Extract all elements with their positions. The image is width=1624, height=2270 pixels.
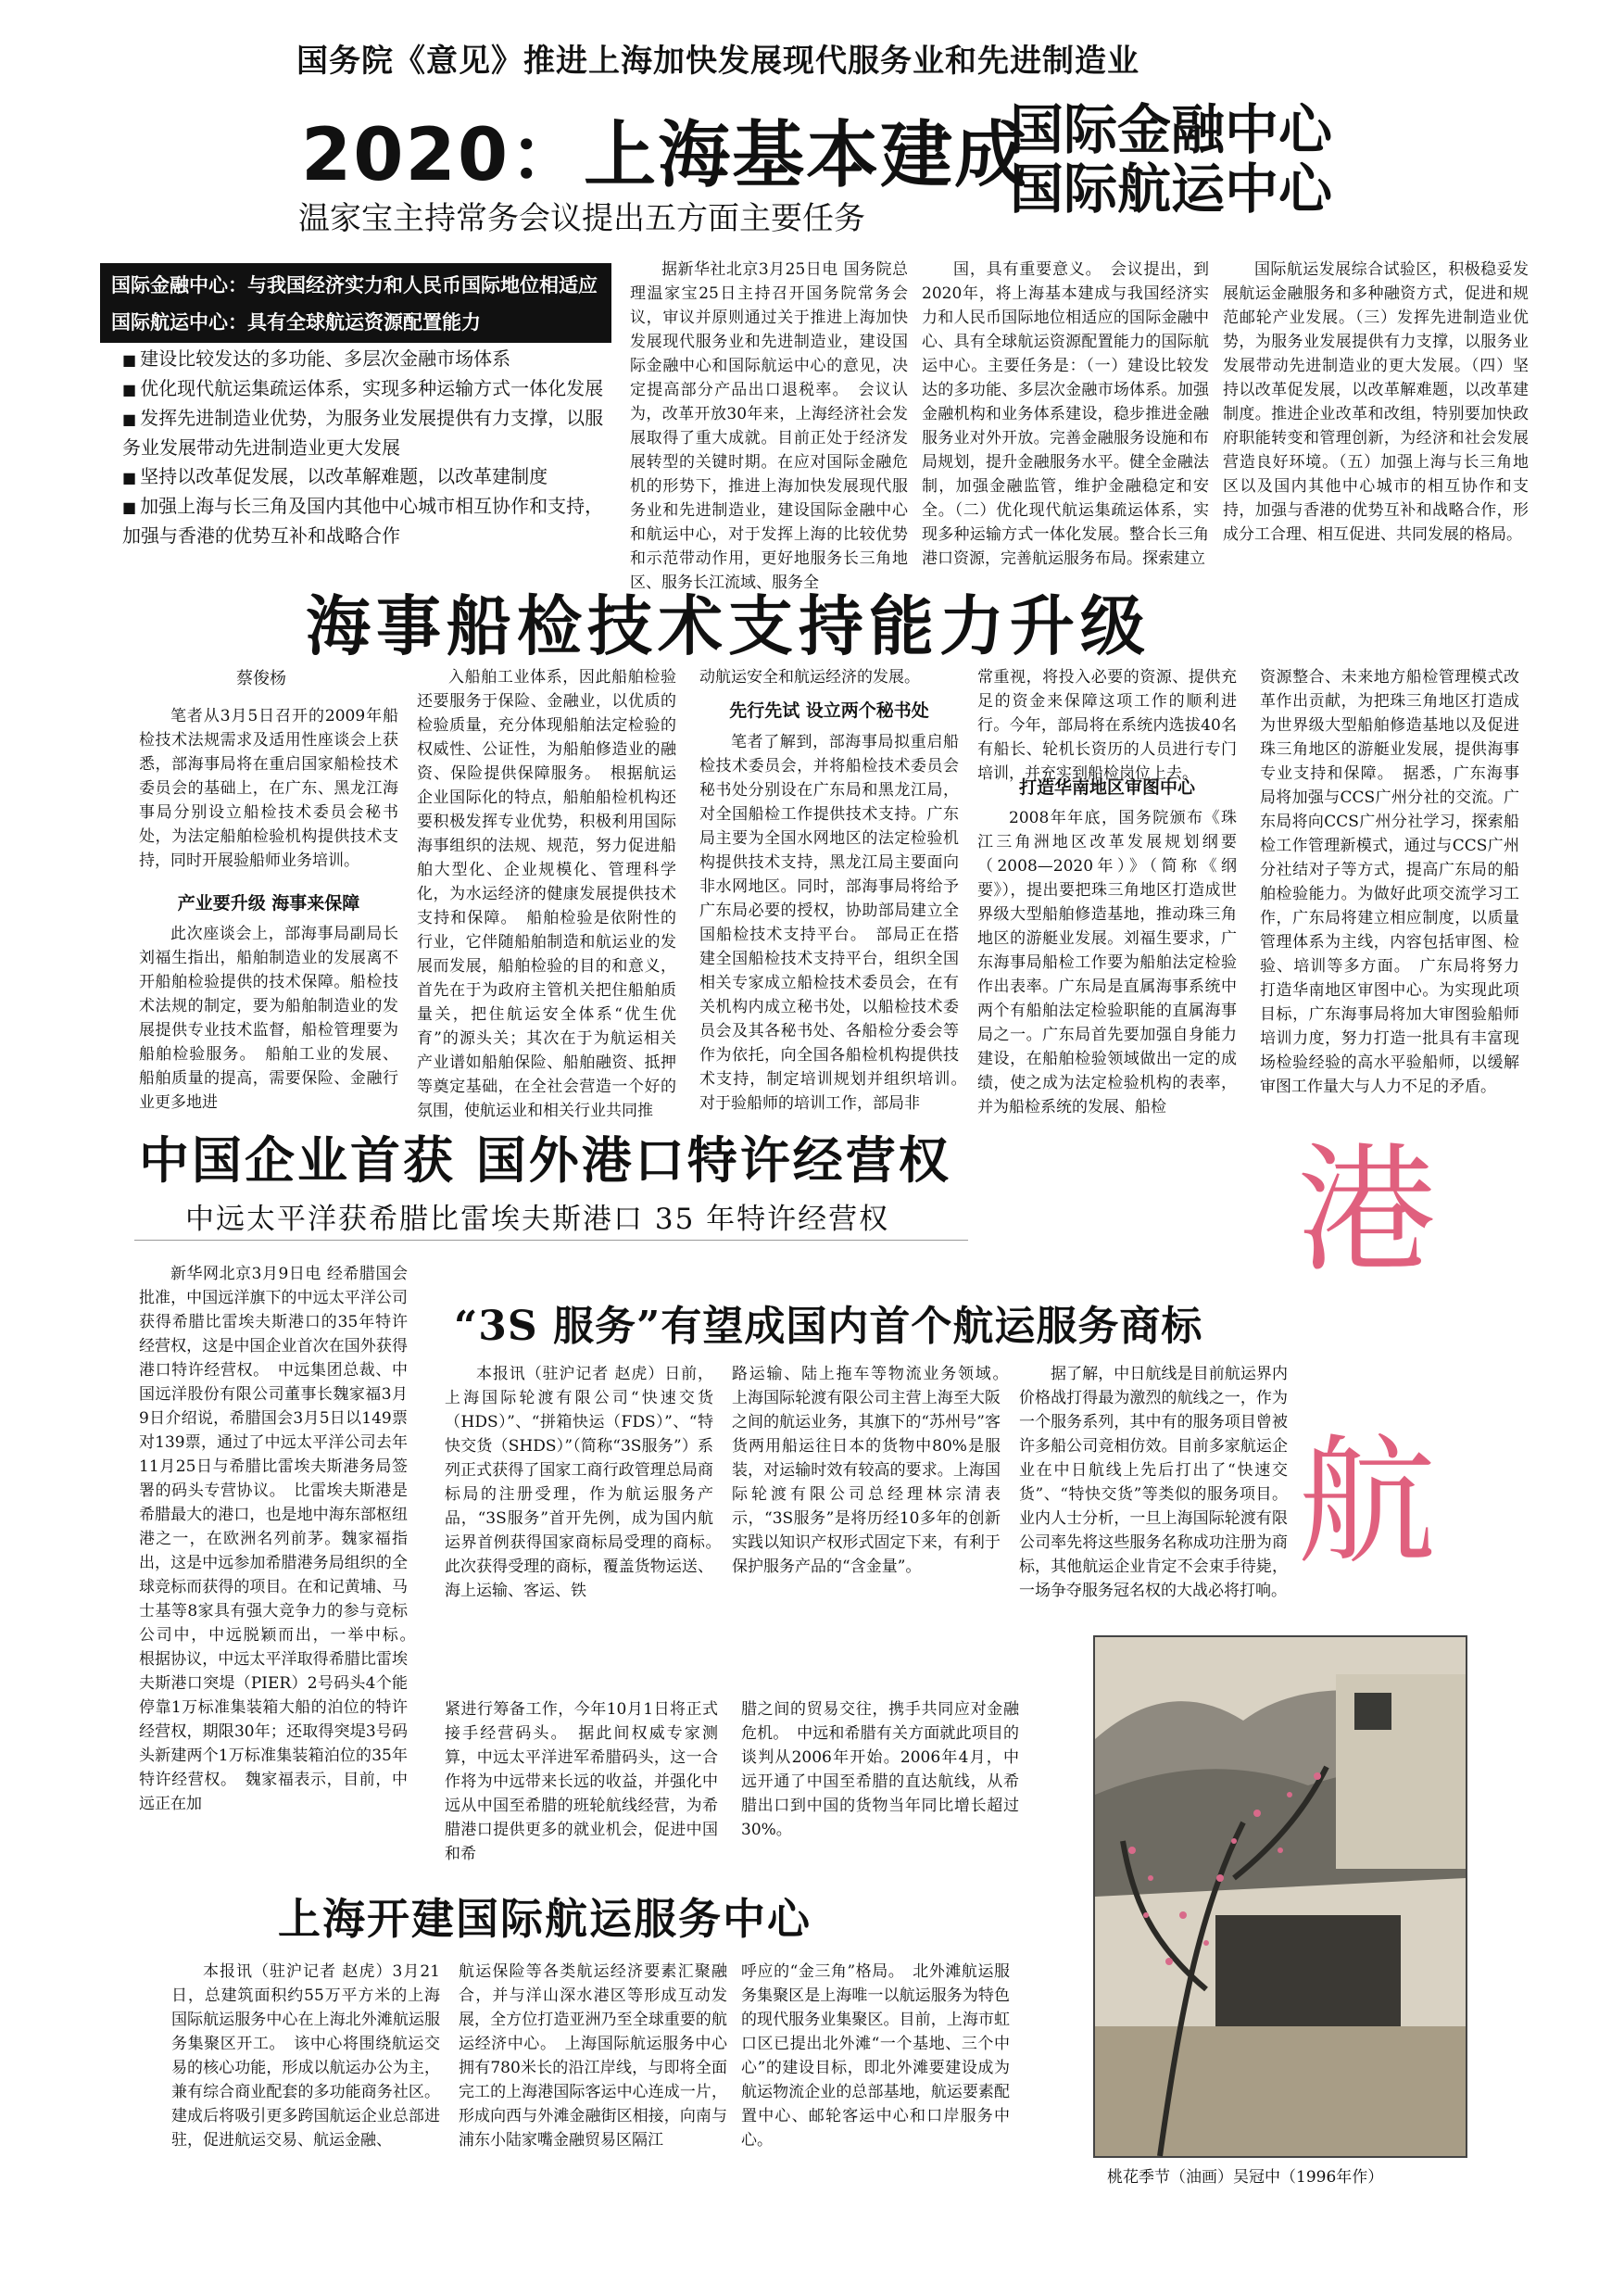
article-column: 路运输、陆上拖车等物流业务领域。 上海国际轮渡有限公司主营上海至大阪之间的航运业务，其旗下的“苏州号”客货两用船运往日本的货物中80%是服装，对运输时效有较高的要求。上海国际轮渡有限公司总经理林宗清表示，“3S服务”是将历经10多年的创新实践以知识产权形式固定下来，有利于保护服务产品的“含金量”。 [732,1365,1016,1576]
task-item: ■ 发挥先进制造业优势，为服务业发展提供有力支撑，以服务业发展带动先进制造业更大发展 [122,404,611,462]
task-item: ■ 优化现代航运集疏运体系，实现多种运输方式一体化发展 [122,374,611,404]
side-headline-2: 国际航运中心 [1010,158,1333,221]
article-column: 国际航运发展综合试验区，积极稳妥发展航运金融服务和多种融资方式，促进和规范邮轮产业发展。（三）发挥先进制造业优势，为服务业发展提供有力支撑，以服务业发展带动先进制造业的更大发展。（四）坚持以改革促发展，以改革解难题，以改革建制度。推进企业改革和改组，特别要加快政府职能转变和管理创新，为经济和社会发展营造良好环境。（五）加强上海与长三角地区以及国内其他中心城市的相互协作和支持，加强与香港的优势互补和战略合作，形成分工合理、相互促进、共同发展的格局。 [1223,260,1529,544]
vertical-character: 航 [1297,1422,1437,1583]
task-list [122,345,611,550]
article-column: 资源整合、未来地方船检管理模式改革作出贡献，为把珠三角地区打造成为世界级大型船舶修造基地以及促进珠三角地区的游艇业发展，提供海事专业支持和保障。 据悉，广东海事局将加强与CCS广州分社的交流。广东局将向CCS广州分社学习，探索船检工作管理新模式，通过与CCS广州分社结对子等方式，提高广东局的船舶检验能力。为做好此项交流学习工作，广东局将建立相应制度，以质量管理体系为主线，内容包括审图、检验、培训等多方面。 广东局将努力打造华南地区审图中心。为实现此项目标，广东海事局将加大审图验船师培训力度，努力打造一批具有丰富现场检验经验的高水平验船师，以缓解审图工作量大与人力不足的矛盾。 [1260,668,1519,1096]
article-column: 笔者从3月5日召开的2009年船检技术法规需求及适用性座谈会上获悉，部海事局将在重启国家船检技术委员会的基础上，在广东、黑龙江海事局分别设立船检技术委员会秘书处，为法定船舶检验机构提供技术支持，同时开展验船师业务培训。 [139,707,398,870]
ss-title: “3S 服务”有望成国内首个航运服务商标 [454,1303,1203,1350]
cosco-subtitle: 中远太平洋获希腊比雷埃夫斯港口 35 年特许经营权 [185,1203,890,1236]
article-column: 腊之间的贸易交往，携手共同应对金融危机。 中远和希腊有关方面就此项目的谈判从2006年开始。2006年4月，中远开通了中国至希腊的直达航线，从希腊出口到中国的货物当年同比增长超过30%。 [741,1700,1019,1839]
article-column: 常重视，将投入必要的资源、提供充足的资金来保障这项工作的顺利进行。今年，部局将在系统内选拔40名有船长、轮机长资历的人员进行专门培训，并充实到船检岗位上去。 [977,668,1237,783]
article-column: 国，具有重要意义。 会议提出，到2020年，将上海基本建成与我国经济实力和人民币国际地位相适应的国际金融中心、具有全球航运资源配置能力的国际航运中心。主要任务是：（一）建设比较发达的多功能、多层次金融市场体系。加强金融机构和业务体系建设，稳步推进金融服务业对外开放。完善金融服务设施和布局规划，提升金融服务水平。健全金融法制，加强金融监管，维护金融稳定和安全。（二）优化现代航运集疏运体系，实现多种运输方式一体化发展。整合长三角港口资源，完善航运服务布局。探索建立 [922,260,1209,568]
cosco-title: 中国企业首获 国外港口特许经营权 [139,1130,951,1190]
oil-painting [1093,1635,1467,2158]
vertical-character: 港 [1297,1130,1437,1292]
article-column: 新华网北京3月9日电 经希腊国会批准，中国远洋旗下的中远太平洋公司获得希腊比雷埃夫斯港口的35年特许经营权，这是中国企业首次在国外获得港口特许经营权。 中远集团总裁、中国远洋股份有限公司董事长魏家福3月9日介绍说，希腊国会3月5日以149票对139票，通过了中远太平洋公司去年11月25日与希腊比雷埃夫斯港务局签署的码头专营协议。 比雷埃夫斯港是希腊最大的港口，也是地中海东部枢纽港之一，在欧洲名列前茅。魏家福指出，这是中远参加希腊港务局组织的全球竞标而获得的项目。在和记黄埔、马士基等8家具有强大竞争力的参与竞标公司中，中远脱颖而出，一举中标。 根据协议，中远太平洋取得希腊比雷埃夫斯港口突堤（PIER）2号码头4个能停靠1万标准集装箱大船的泊位的特许经营权，期限30年；还取得突堤3号码头新建两个1万标准集装箱泊位的35年特许经营权。 魏家福表示，目前，中远正在加 [139,1265,423,1813]
section-heading: 产业要升级 海事来保障 [177,893,360,914]
article-column: 入船舶工业体系，因此船舶检验还要服务于保险、金融业，以优质的检验质量，充分体现船舶法定检验的权威性、公证性，为船舶修造业的融资、保险提供保障服务。 根据航运企业国际化的特点，船舶船检机构还要积极发挥专业优势，积极利用国际海事组织的法规、规范，努力促进船舶大型化、企业规模化、管理科学化，为水运经济的健康发展提供技术支持和保障。 船舶检验是依附性的行业，它伴随船舶制造和航运业的发展而发展，船舶检验的目的和意义，首先在于为政府主管机关把住船舶质量关，把住航运安全体系“优生优育”的源头关；其次在于为航运相关产业谱如船舶保险、船舶融资、抵押等奠定基础，在全社会营造一个好的氛围，使航运业和相关行业共同推 [417,668,676,1120]
article-column: 据新华社北京3月25日电 国务院总理温家宝25日主持召开国务院常务会议，审议并原则通过关于推进上海加快发展现代服务业和先进制造业，建设国际金融中心和国际航运中心的意见，决定提高部分产品出口退税率。 会议认为，改革开放30年来，上海经济社会发展取得了重大成就。目前正处于经济发展转型的关键时期。在应对国际金融危机的形势下，推进上海加快发展现代服务业和先进制造业，建设国际金融中心和航运中心，对于发挥上海的比较优势和示范带动作用，更好地服务长三角地区、服务长江流域、服务全 [630,260,908,592]
article-column: 此次座谈会上，部海事局副局长刘福生指出，船舶制造业的发展离不开船舶检验提供的技术保障。船检技术法规的制定，要为船舶制造业的发展提供专业技术监督，船检管理要为船舶检验服务。 船舶工业的发展、船舶质量的提高，需要保险、金融行业更多地进 [139,925,398,1112]
subhead: 温家宝主持常务会议提出五方面主要任务 [298,200,865,237]
article-column: 紧进行筹备工作，今年10月1日将正式接手经营码头。 据此间权威专家测算，中远太平洋进军希腊码头，这一合作将为中远带来长远的收益，并强化中远从中国至希腊的班轮航线经营，为希腊港口提供更多的就业机会，促进中国和希 [445,1700,718,1863]
article-column: 本报讯（驻沪记者 赵虎）日前，上海国际轮渡有限公司“快速交货（HDS）”、“拼箱快运（FDS）”、“特快交货（SHDS）”（简称“3S服务”）系列正式获得了国家工商行政管理总局商标局的注册受理，作为航运服务产品，“3S服务”首开先例，成为国内航运界首例获得国家商标局受理的商标。 此次获得受理的商标，覆盖货物运送、海上运输、客运、铁 [445,1365,729,1600]
painting-caption: 桃花季节（油画）吴冠中（1996年作） [1107,2168,1384,2187]
kicker: 国务院《意见》推进上海加快发展现代服务业和先进制造业 [296,43,1139,80]
article-column: 2008年年底，国务院颁布《珠江三角洲地区改革发展规划纲要（2008—2020年）》（简称《纲要》），提出要把珠三角地区打造成世界级大型船舶修造基地，推动珠三角地区的游艇业发展。刘福生要求，广东海事局船检工作要为船舶法定检验作出表率。广东局是直属海事系统中两个有船舶法定检验职能的直属海事局之一。广东局首先要加强自身能力建设，在船舶检验领域做出一定的成绩，使之成为法定检验机构的表率，并为船检系统的发展、船检 [977,809,1237,1116]
task-item: ■ 坚持以改革促发展，以改革解难题，以改革建制度 [122,462,611,492]
article-column: 呼应的“金三角”格局。 北外滩航运服务集聚区是上海唯一以航运服务为特色的现代服务业集聚区。目前，上海市虹口区已提出北外滩“一个基地、三个中心”的建设目标，即北外滩要建设成为航运物流企业的总部基地，航运要素配置中心、邮轮客运中心和口岸服务中心。 [741,1962,1010,2150]
highlight-box [100,263,611,343]
article-column: 航运保险等各类航运经济要素汇聚融合，并与洋山深水港区等形成互动发展，全方位打造亚洲乃至全球重要的航运经济中心。 上海国际航运服务中心拥有780米长的沿江岸线，与即将全面完工的上海港国际客运中心连成一片，形成向西与外滩金融街区相接，向南与浦东小陆家嘴金融贸易区隔江 [459,1962,727,2150]
highlight-line-1: 国际金融中心：与我国经济实力和人民币国际地位相适应 [111,274,598,296]
ship-title: 海事船检技术支持能力升级 [306,587,1151,664]
section-heading: 打造华南地区审图中心 [1018,777,1195,798]
highlight-line-2: 国际航运中心：具有全球航运资源配置能力 [111,311,481,334]
article-column: 本报讯（驻沪记者 赵虎）3月21日，总建筑面积约55万平方米的上海国际航运服务中心在上海北外滩航运服务集聚区开工。 该中心将围绕航运交易的核心功能，形成以航运办公为主，兼有综合商业配套的多功能商务社区。建成后将吸引更多跨国航运企业总部进驻，促进航运交易、航运金融、 [171,1962,440,2150]
task-item: ■ 加强上海与长三角及国内其他中心城市相互协作和支持，加强与香港的优势互补和战略合作 [122,492,611,550]
divider [134,1240,968,1241]
main-headline: 2020：上海基本建成 [301,114,1029,197]
task-item: ■ 建设比较发达的多功能、多层次金融市场体系 [122,345,611,374]
ship-author: 蔡俊杨 [236,669,286,688]
side-headline-1: 国际金融中心 [1010,98,1333,161]
painting-image [1095,1637,1466,2156]
sh-title: 上海开建国际航运服务中心 [278,1894,812,1944]
article-column: 据了解，中日航线是目前航运界内价格战打得最为激烈的航线之一，作为一个服务系列，其中有的服务项目曾被许多船公司竞相仿效。目前多家航运企业在中日航线上先后打出了“快速交货”、“特快交货”等类似的服务项目。业内人士分析，一旦上海国际轮渡有限公司率先将这些服务名称成功注册为商标，其他航运企业肯定不会束手待毙，一场争夺服务冠名权的大战必将打响。 [1019,1365,1288,1600]
section-heading: 先行先试 设立两个秘书处 [729,700,929,721]
article-column: 动航运安全和航运经济的发展。 [699,668,920,687]
article-column: 笔者了解到，部海事局拟重启船检技术委员会，并将船检技术委员会秘书处分别设在广东局和黑龙江局，对全国船检工作提供技术支持。广东局主要为全国水网地区的法定检验机构提供技术支持，黑龙江局主要面向非水网地区。同时，部海事局将给予广东局必要的授权，协助部局建立全国船检技术支持平台。 部局正在搭建全国船检技术支持平台，组织全国相关专家成立船检技术委员会，在有关机构内成立秘书处，以船检技术委员会及其各秘书处、各船检分委会等作为依托，向全国各船检机构提供技术支持，制定培训规划并组织培训。 对于验船师的培训工作，部局非 [699,733,975,1113]
